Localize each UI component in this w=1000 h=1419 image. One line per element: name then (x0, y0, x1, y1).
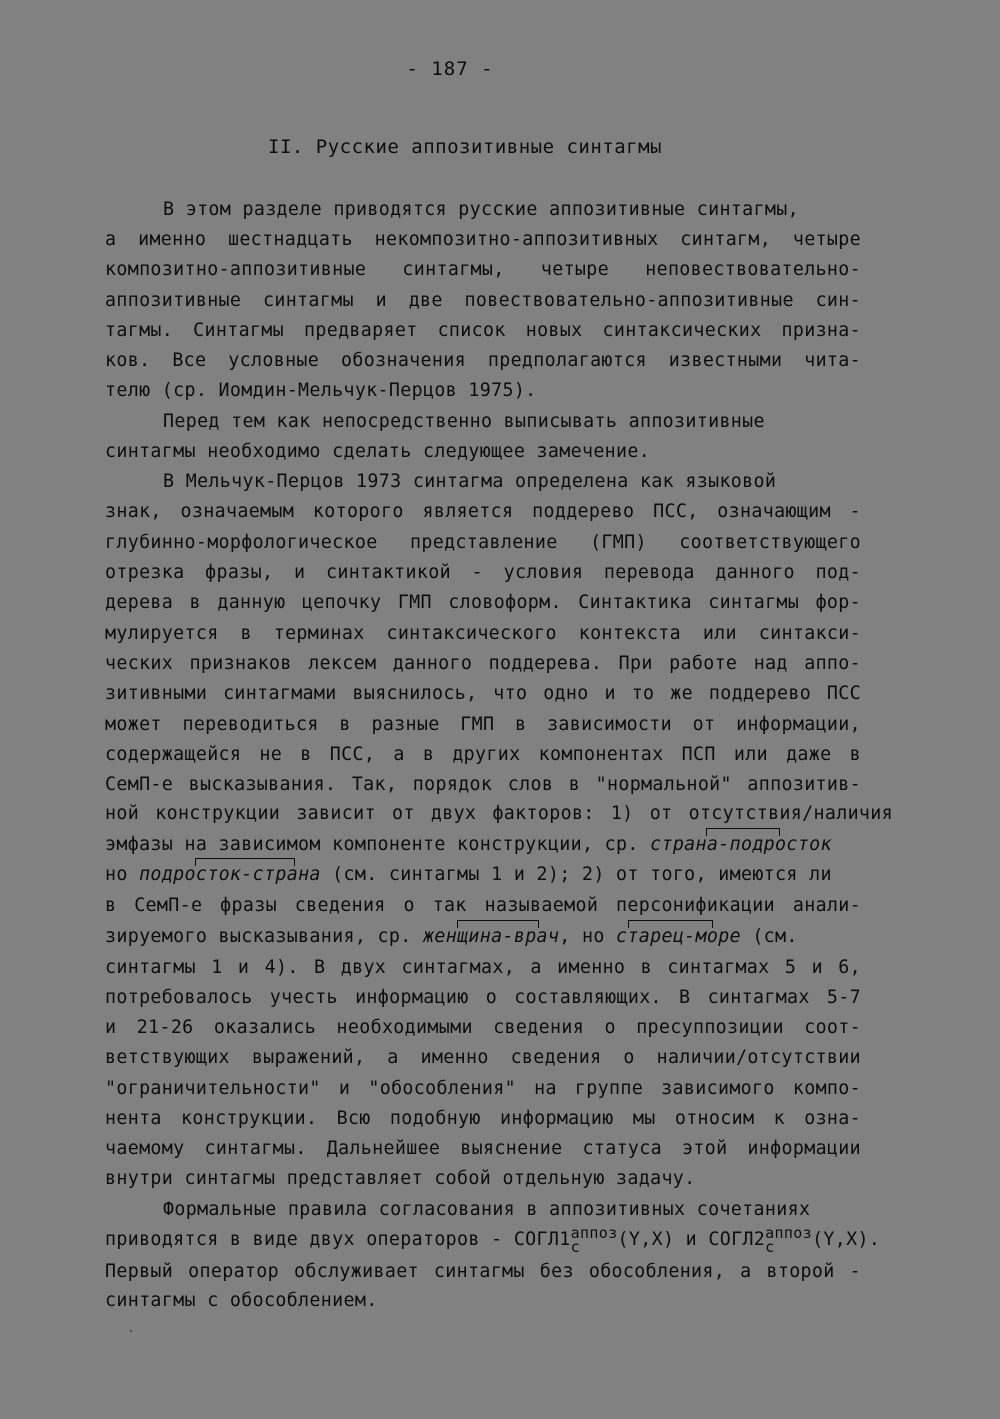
operator-sogl1: СОГЛ1 (513, 1229, 571, 1250)
text-line: ветствующих выражений, а именно сведения о наличии/отсутствии (105, 1047, 861, 1068)
example-strana-podrostok: страна-подросток (650, 834, 832, 855)
text-span: приводятся в виде двух операторов - (105, 1229, 514, 1250)
page-number: - 187 - (406, 58, 494, 80)
text-span: (см. (740, 926, 798, 947)
text-line: глубинно-морфологическое представление (ГМП) соответствующего (105, 532, 861, 553)
dependency-arc (628, 920, 713, 928)
example-starets-more: старец-море (616, 926, 741, 947)
dependency-arc (195, 858, 295, 866)
text-span: (см. синтагмы 1 и 2); 2) от того, имеются ли (320, 864, 832, 885)
text-line: знак, означаемым которого является поддерево ПСС, означающим - (105, 501, 861, 522)
text-line: содержащейся не в ПСС, а в других компонентах ПСП или даже в (105, 744, 861, 765)
text-line: синтагмы необходимо сделать следующее замечение. (105, 441, 651, 462)
text-line: отрезка фразы, и синтактикой - условия перевода данного под- (105, 562, 861, 583)
text-line: "ограничительности" и "обособления" на группе зависимого компо- (105, 1078, 861, 1099)
text-line: синтагмы 1 и 4). В двух синтагмах, а именно в синтагмах 5 и 6, (105, 957, 861, 978)
text-line: ков. Все условные обозначения предполагаются известными чита- (105, 350, 861, 371)
text-line (105, 834, 895, 856)
text-line: Формальные правила согласования в аппозитивных сочетаниях (163, 1199, 811, 1220)
text-line (105, 926, 895, 948)
text-line: тагмы. Синтагмы предваряет список новых синтаксических призна- (105, 320, 861, 341)
dependency-arc (457, 920, 539, 928)
text-line: нента конструкции. Всю подобную информацию мы относим к озна- (105, 1108, 861, 1129)
text-line: в СемП-е фразы сведения о так называемой персонификации анали- (105, 895, 861, 916)
text-line: зитивными синтагмами выяснилось, что одно и то же поддерево ПСС (105, 683, 861, 704)
text-line (105, 1226, 895, 1262)
operator-indices: аппоз с (570, 1224, 618, 1256)
text-line: В этом разделе приводятся русские аппозитивные синтагмы, (163, 199, 799, 220)
text-line: аппозитивные синтагмы и две повествовательно-аппозитивные син- (105, 290, 861, 311)
text-span: (Y,X). (812, 1229, 881, 1250)
text-span: и (674, 1229, 709, 1250)
text-span: но (105, 864, 140, 885)
text-line: Первый оператор обслуживает синтагмы без обособления, а второй - (105, 1261, 861, 1282)
text-line (105, 864, 895, 886)
text-line: потребовалось учесть информацию о составляющих. В синтагмах 5-7 (105, 987, 861, 1008)
text-span: (Y,X) (617, 1229, 675, 1250)
example-zhenshchina-vrach: женщина-врач (423, 926, 559, 947)
scan-speck (130, 1330, 132, 1332)
text-line: телю (ср. Иомдин-Мельчук-Перцов 1975). (105, 380, 537, 401)
text-line: внутри синтагмы представляет собой отдельную задачу. (105, 1168, 696, 1189)
text-line: СемП-е высказывания. Так, порядок слов в "нормальной" аппозитив- (105, 774, 861, 795)
text-line: мулируется в терминах синтаксического контекста или синтакси- (105, 623, 861, 644)
text-line: ной конструкции зависит от двух факторов: 1) от отсутствия/наличия (105, 803, 893, 824)
text-line: ческих признаков лексем данного поддерева. При работе над аппо- (105, 653, 861, 674)
text-span: эмфазы на зависимом компоненте конструкции, ср. (105, 834, 651, 855)
section-heading: II. Русские аппозитивные синтагмы (268, 136, 662, 158)
text-line: композитно-аппозитивные синтагмы, четыре неповествовательно- (105, 259, 861, 280)
text-span: , но (559, 926, 617, 947)
text-line: и 21-26 оказались необходимыми сведения о пресуппозиции соот- (105, 1017, 861, 1038)
text-line: В Мельчук-Перцов 1973 синтагма определена как языковой (163, 471, 777, 492)
text-line: а именно шестнадцать некомпозитно-аппозитивных синтагм, четыре (105, 229, 861, 250)
text-span: зируемого высказывания, ср. (105, 926, 423, 947)
text-line: чаемому синтагмы. Дальнейшее выяснение статуса этой информации (105, 1138, 861, 1159)
operator-sogl2: СОГЛ2 (708, 1229, 766, 1250)
text-line: Перед тем как непосредственно выписывать аппозитивные (163, 411, 765, 432)
example-podrostok-strana: подросток-страна (139, 864, 321, 885)
operator-indices: аппоз с (765, 1224, 813, 1256)
dependency-arc (706, 828, 780, 836)
text-line: синтагмы с обособлением. (105, 1290, 378, 1311)
text-line: дерева в данную цепочку ГМП словоформ. Синтактика синтагмы фор- (105, 592, 861, 613)
text-line: может переводиться в разные ГМП в зависимости от информации, (105, 714, 861, 735)
